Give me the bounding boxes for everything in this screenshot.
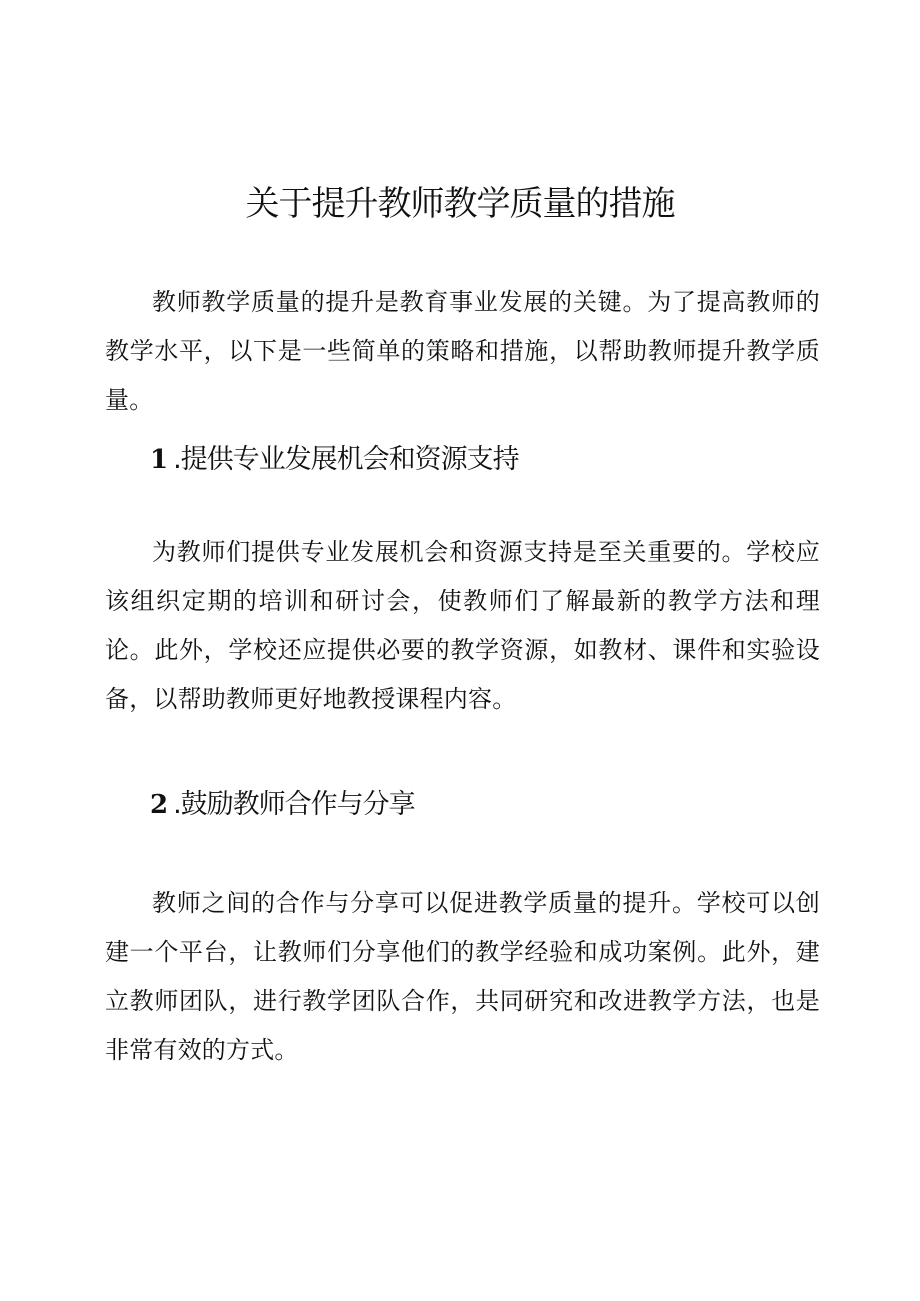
section-1-body: 为教师们提供专业发展机会和资源支持是至关重要的。学校应该组织定期的培训和研讨会，使教师们了解最新的教学方法和理论。此外，学校还应提供必要的教学资源，如教材、课件和实验设备，以帮助教师更好地教授课程内容。	[105, 538, 820, 713]
section-2-body: 教师之间的合作与分享可以促进教学质量的提升。学校可以创建一个平台，让教师们分享他们的教学经验和成功案例。此外，建立教师团队，进行教学团队合作，共同研究和改进教学方法，也是非常有效的方式。	[105, 889, 820, 1064]
section-2-number: 2	[150, 790, 168, 820]
section-1-heading	[150, 440, 850, 480]
section-2-title: .鼓励教师合作与分享	[173, 789, 415, 820]
document-title: 关于提升教师教学质量的措施	[245, 184, 675, 224]
intro-paragraph: 教师教学质量的提升是教育事业发展的关键。为了提高教师的教学水平，以下是一些简单的策略和措施，以帮助教师提升教学质量。	[105, 288, 820, 414]
section-1-number: 1	[150, 445, 168, 475]
section-1-title: .提供专业发展机会和资源支持	[173, 444, 519, 475]
section-2-heading	[150, 785, 850, 825]
